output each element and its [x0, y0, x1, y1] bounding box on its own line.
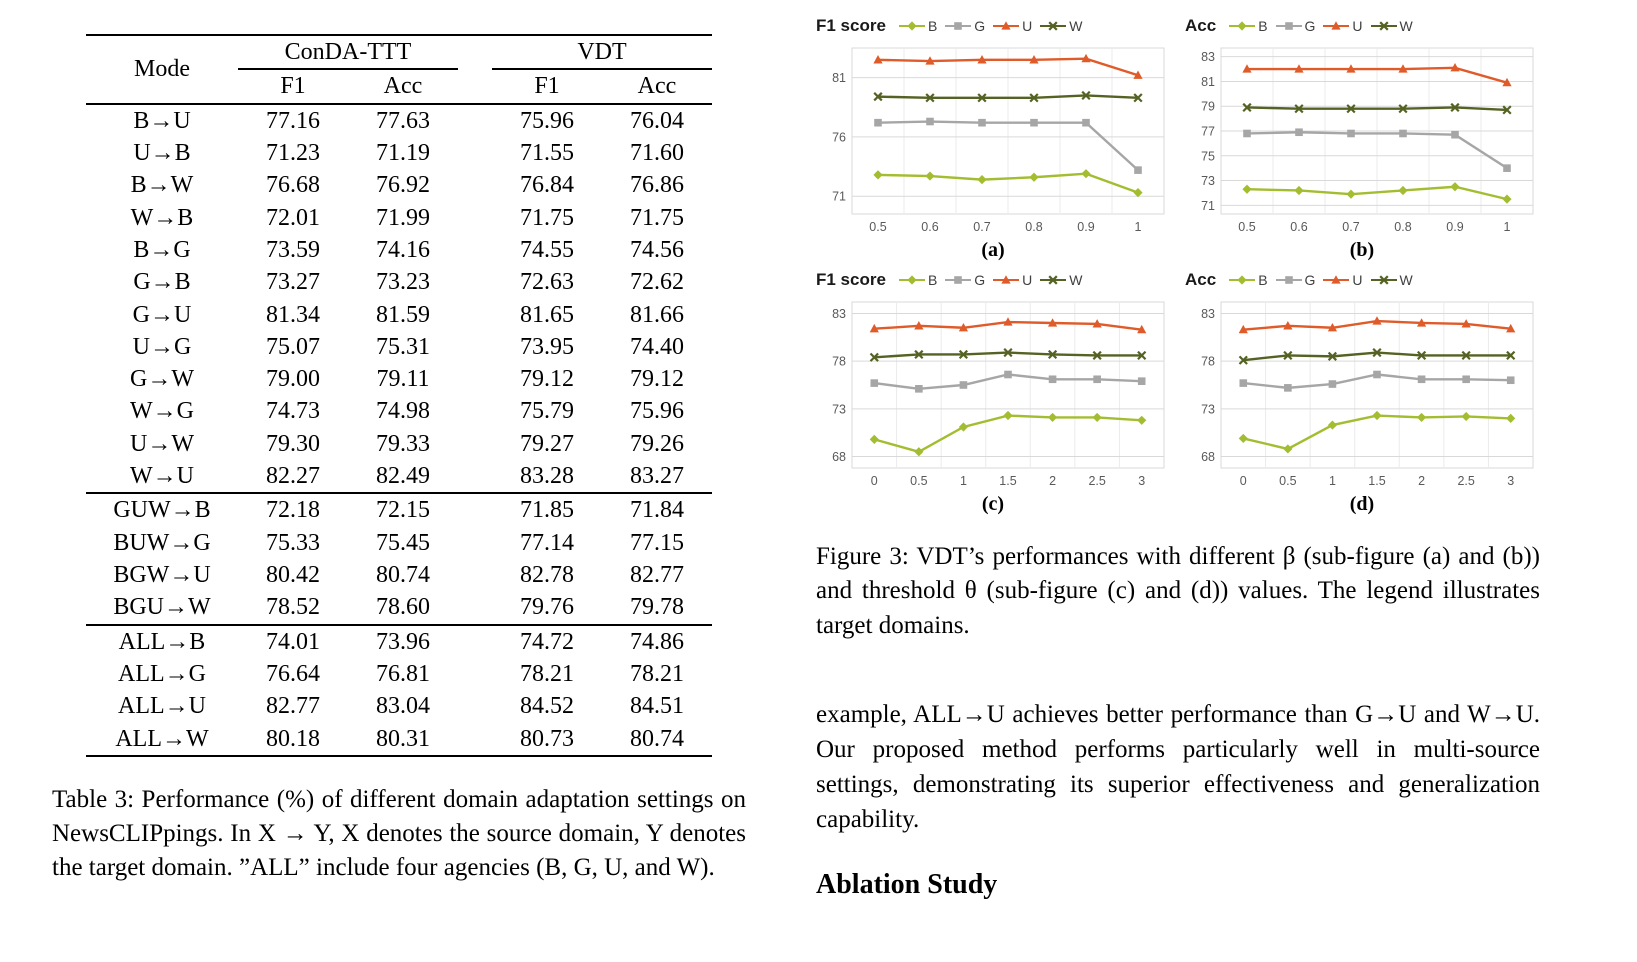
table-subheader-acc-2: Acc	[602, 69, 712, 103]
svg-text:0.5: 0.5	[1279, 474, 1297, 488]
value-cell: 72.01	[266, 204, 320, 231]
column-gap	[458, 591, 492, 624]
value-cell: 74.01	[238, 625, 348, 658]
legend-marker-icon	[898, 274, 926, 286]
legend-marker-icon	[944, 274, 972, 286]
legend-item-B	[1228, 272, 1267, 288]
line-chart-a	[816, 40, 1170, 238]
value-cell: 82.27	[266, 463, 320, 490]
table-subheader-f1: F1	[238, 69, 348, 103]
svg-text:0.6: 0.6	[1290, 220, 1308, 234]
table-row	[86, 559, 712, 591]
svg-text:2.5: 2.5	[1457, 474, 1475, 488]
legend-marker-icon	[992, 20, 1020, 32]
legend-marker-icon	[1039, 20, 1067, 32]
value-cell: 76.86	[630, 172, 684, 199]
svg-text:78: 78	[832, 354, 846, 369]
svg-text:68: 68	[1201, 450, 1215, 465]
table-row	[86, 527, 712, 559]
value-cell: 72.15	[348, 493, 458, 526]
svg-text:1: 1	[1503, 220, 1511, 234]
value-cell: 71.60	[630, 139, 684, 166]
legend-item-U	[992, 272, 1032, 288]
legend-item-W	[1039, 272, 1082, 288]
table-header-gap	[458, 35, 492, 69]
svg-text:73: 73	[832, 402, 846, 417]
value-cell: 74.98	[376, 398, 430, 425]
value-cell: 82.78	[520, 562, 574, 588]
svg-text:0: 0	[870, 474, 878, 488]
value-cell: 83.28	[520, 463, 574, 490]
legend-label: B	[927, 272, 938, 288]
legend-item-B	[1228, 18, 1267, 34]
svg-text:0.7: 0.7	[973, 220, 991, 234]
column-gap	[458, 234, 492, 266]
value-cell: 82.77	[266, 693, 320, 720]
value-cell: 73.27	[266, 269, 320, 296]
table-row	[86, 363, 712, 395]
chart-b-sublabel: (b)	[1349, 239, 1375, 261]
svg-text:0.5: 0.5	[869, 220, 887, 234]
value-cell: 72.62	[630, 269, 684, 296]
value-cell: 75.96	[520, 107, 574, 134]
table-row	[86, 169, 712, 201]
mode-cell: G→W	[130, 366, 194, 393]
value-cell: 72.18	[238, 493, 348, 526]
table-row	[86, 266, 712, 298]
svg-text:0.5: 0.5	[1238, 220, 1256, 234]
mode-cell: ALL→G	[118, 660, 206, 687]
svg-text:2: 2	[1049, 474, 1057, 488]
svg-text:78: 78	[1201, 354, 1215, 369]
column-gap	[458, 723, 492, 756]
chart-c-title: F1 score	[816, 270, 886, 289]
value-cell: 81.65	[520, 301, 574, 328]
mode-cell: ALL→W	[86, 723, 238, 756]
value-cell: 82.49	[376, 463, 430, 490]
svg-text:71: 71	[1201, 198, 1215, 213]
svg-text:77: 77	[1201, 124, 1215, 139]
value-cell: 72.63	[520, 269, 574, 296]
value-cell: 77.15	[630, 529, 684, 556]
legend-marker-icon	[1039, 274, 1067, 286]
legend-item-B	[898, 18, 937, 34]
value-cell: 71.55	[520, 139, 574, 166]
chart-d-sublabel: (d)	[1349, 493, 1375, 515]
legend-label: W	[1399, 272, 1413, 288]
value-cell: 73.95	[520, 333, 574, 360]
mode-cell: ALL→U	[118, 693, 206, 720]
chart-b	[1185, 12, 1539, 262]
mode-cell: GUW→B	[86, 493, 238, 526]
svg-text:3: 3	[1507, 474, 1515, 488]
legend-label: W	[1069, 18, 1083, 34]
legend-item-W	[1370, 272, 1413, 288]
value-cell: 79.11	[376, 366, 430, 393]
body-paragraph: example, ALL→U achieves better performance than G→U and W→U. Our proposed method performs particularly well in multi-source settings, demonstrating its superior effectiveness and generalization capability.	[816, 700, 1540, 833]
table-row	[86, 460, 712, 493]
svg-text:3: 3	[1138, 474, 1146, 488]
value-cell: 75.31	[376, 333, 430, 360]
mode-cell: U→W	[130, 430, 194, 457]
svg-text:1.5: 1.5	[1368, 474, 1386, 488]
legend-marker-icon	[1228, 20, 1256, 32]
column-gap	[458, 690, 492, 722]
chart-b-title: Acc	[1185, 16, 1217, 35]
value-cell: 74.16	[376, 236, 430, 263]
value-cell: 82.77	[630, 562, 684, 588]
value-cell: 79.12	[520, 366, 574, 393]
legend-marker-icon	[1370, 274, 1398, 286]
value-cell: 76.81	[376, 660, 430, 687]
svg-text:0.8: 0.8	[1394, 220, 1412, 234]
value-cell: 80.18	[238, 723, 348, 756]
value-cell: 76.64	[266, 660, 320, 687]
legend-label: U	[1022, 272, 1033, 288]
line-chart-b	[1185, 40, 1539, 238]
value-cell: 79.12	[630, 366, 684, 393]
mode-cell: W→G	[130, 398, 194, 425]
svg-text:0.8: 0.8	[1025, 220, 1043, 234]
mode-cell: B→W	[130, 172, 194, 199]
value-cell: 84.52	[520, 693, 574, 720]
table-row	[86, 299, 712, 331]
column-gap	[458, 331, 492, 363]
value-cell: 81.59	[376, 301, 430, 328]
value-cell: 80.42	[266, 562, 320, 588]
value-cell: 78.60	[376, 594, 430, 621]
value-cell: 81.66	[630, 301, 684, 328]
svg-text:0: 0	[1239, 474, 1247, 488]
legend-marker-icon	[1322, 274, 1350, 286]
value-cell: 79.76	[520, 594, 574, 621]
value-cell: 79.78	[630, 594, 684, 621]
legend-marker-icon	[1275, 20, 1303, 32]
value-cell: 74.73	[266, 398, 320, 425]
value-cell: 78.52	[266, 594, 320, 621]
svg-text:1: 1	[959, 474, 967, 488]
table-row	[86, 395, 712, 427]
value-cell: 79.26	[630, 430, 684, 457]
chart-d-header	[1185, 266, 1539, 294]
svg-text:71: 71	[832, 189, 846, 204]
value-cell: 73.96	[348, 625, 458, 658]
value-cell: 71.75	[520, 204, 574, 231]
legend-item-U	[1322, 272, 1362, 288]
legend-marker-icon	[1322, 20, 1350, 32]
table-row	[86, 202, 712, 234]
mode-cell: B→U	[133, 107, 191, 134]
column-gap	[458, 559, 492, 591]
table-caption: Table 3: Performance (%) of different domain adaptation settings on NewsCLIPpings. In X → Y, X denotes the source domain, Y denotes the target domain. ”ALL” include four agencies (B, G, U, and W).	[52, 785, 746, 882]
value-cell: 73.59	[266, 236, 320, 263]
table-header-mode: Mode	[86, 35, 238, 104]
svg-text:0.9: 0.9	[1077, 220, 1095, 234]
value-cell: 79.27	[520, 430, 574, 457]
value-cell: 74.56	[630, 236, 684, 263]
table-subheader-f1-2: F1	[492, 69, 602, 103]
value-cell: 71.85	[492, 493, 602, 526]
value-cell: 75.79	[520, 398, 574, 425]
legend-marker-icon	[992, 274, 1020, 286]
table-row	[86, 104, 712, 137]
table-row	[86, 331, 712, 363]
column-gap	[458, 395, 492, 427]
legend-marker-icon	[1370, 20, 1398, 32]
legend-label: B	[1258, 272, 1268, 288]
value-cell: 71.84	[602, 493, 712, 526]
svg-text:2: 2	[1418, 474, 1426, 488]
figure-caption: Figure 3: VDT’s performances with different β (sub-figure (a) and (b)) and threshold θ (sub-figure (c) and (d)) values. The legend illustrates target domains.	[816, 543, 1540, 639]
legend-label: U	[1352, 18, 1363, 34]
column-gap	[458, 625, 492, 658]
svg-text:83: 83	[832, 306, 846, 321]
figure-3	[816, 12, 1540, 516]
table-row	[86, 723, 712, 756]
legend-item-G	[1275, 272, 1316, 288]
value-cell: 73.23	[376, 269, 430, 296]
table-row	[86, 493, 712, 526]
value-cell: 79.33	[376, 430, 430, 457]
legend-item-W	[1370, 18, 1413, 34]
chart-c-header	[816, 266, 1170, 294]
value-cell: 74.55	[520, 236, 574, 263]
value-cell: 79.00	[266, 366, 320, 393]
mode-cell: BGU→W	[113, 594, 211, 621]
legend-label: G	[1304, 18, 1316, 34]
svg-text:83: 83	[1201, 306, 1215, 321]
table-row	[86, 137, 712, 169]
svg-text:76: 76	[832, 130, 846, 145]
svg-text:81: 81	[832, 71, 846, 86]
value-cell: 71.75	[630, 204, 684, 231]
column-gap	[458, 363, 492, 395]
chart-c-sublabel: (c)	[981, 493, 1005, 515]
chart-b-header	[1185, 12, 1539, 40]
svg-text:0.9: 0.9	[1446, 220, 1464, 234]
value-cell: 79.30	[266, 430, 320, 457]
legend-item-U	[1322, 18, 1362, 34]
mode-cell: ALL→B	[86, 625, 238, 658]
value-cell: 77.63	[376, 107, 430, 134]
legend-item-W	[1039, 18, 1082, 34]
value-cell: 77.14	[520, 529, 574, 556]
table-row	[86, 625, 712, 658]
legend-marker-icon	[898, 20, 926, 32]
value-cell: 71.23	[266, 139, 320, 166]
right-column	[816, 12, 1540, 924]
value-cell: 76.04	[630, 107, 684, 134]
value-cell: 76.68	[266, 172, 320, 199]
value-cell: 74.86	[602, 625, 712, 658]
chart-a	[816, 12, 1170, 262]
column-gap	[458, 266, 492, 298]
table-row	[86, 234, 712, 266]
mode-cell: BGW→U	[113, 562, 211, 588]
table-subheader-acc: Acc	[348, 69, 458, 103]
column-gap	[458, 169, 492, 201]
table-header-vdt: VDT	[492, 35, 712, 69]
chart-d-title: Acc	[1185, 270, 1217, 289]
value-cell: 75.45	[376, 529, 430, 556]
chart-a-header	[816, 12, 1170, 40]
svg-text:79: 79	[1201, 99, 1215, 114]
column-gap	[458, 299, 492, 331]
value-cell: 75.07	[266, 333, 320, 360]
legend-label: G	[1304, 272, 1316, 288]
column-gap	[458, 460, 492, 493]
line-chart-d	[1185, 294, 1539, 492]
line-chart-c	[816, 294, 1170, 492]
results-table-body	[86, 104, 712, 756]
value-cell: 83.04	[376, 693, 430, 720]
table-row	[86, 658, 712, 690]
value-cell: 74.72	[492, 625, 602, 658]
chart-c	[816, 266, 1170, 516]
mode-cell: U→G	[132, 333, 192, 360]
value-cell: 76.92	[376, 172, 430, 199]
legend-marker-icon	[1228, 274, 1256, 286]
legend-label: W	[1399, 18, 1413, 34]
mode-cell: W→B	[130, 204, 194, 231]
legend-label: U	[1352, 272, 1363, 288]
legend-item-G	[1275, 18, 1316, 34]
svg-text:73: 73	[1201, 402, 1215, 417]
legend-item-G	[944, 18, 985, 34]
legend-label: B	[1258, 18, 1268, 34]
value-cell: 76.84	[520, 172, 574, 199]
left-column	[52, 26, 746, 911]
svg-text:1: 1	[1134, 220, 1142, 234]
legend-label: W	[1069, 272, 1083, 288]
value-cell: 80.74	[376, 562, 430, 588]
svg-text:73: 73	[1201, 174, 1215, 189]
legend-marker-icon	[1275, 274, 1303, 286]
legend-item-G	[944, 272, 985, 288]
mode-cell: BUW→G	[113, 529, 211, 556]
value-cell: 71.99	[376, 204, 430, 231]
column-gap	[458, 493, 492, 526]
chart-a-sublabel: (a)	[981, 239, 1005, 261]
legend-label: U	[1022, 18, 1033, 34]
value-cell: 77.16	[266, 107, 320, 134]
value-cell: 80.31	[348, 723, 458, 756]
mode-cell: G→B	[133, 269, 191, 296]
value-cell: 84.51	[630, 693, 684, 720]
section-heading: Ablation Study	[816, 868, 998, 900]
chart-a-legend	[898, 18, 1083, 34]
mode-cell: B→G	[133, 236, 191, 263]
legend-label: B	[927, 18, 938, 34]
column-gap	[458, 527, 492, 559]
legend-marker-icon	[944, 20, 972, 32]
svg-text:0.7: 0.7	[1342, 220, 1360, 234]
table-subheader-gap	[458, 69, 492, 103]
value-cell: 75.96	[630, 398, 684, 425]
svg-text:83: 83	[1201, 50, 1215, 65]
legend-label: G	[974, 272, 986, 288]
table-row	[86, 591, 712, 624]
column-gap	[458, 104, 492, 137]
value-cell: 80.74	[602, 723, 712, 756]
table-row	[86, 690, 712, 722]
value-cell: 74.40	[630, 333, 684, 360]
chart-a-title: F1 score	[816, 16, 886, 35]
table-row	[86, 428, 712, 460]
svg-text:2.5: 2.5	[1088, 474, 1106, 488]
value-cell: 78.21	[630, 660, 684, 687]
svg-text:1.5: 1.5	[999, 474, 1017, 488]
chart-d-legend	[1228, 272, 1413, 288]
column-gap	[458, 137, 492, 169]
value-cell: 80.73	[492, 723, 602, 756]
svg-text:75: 75	[1201, 149, 1215, 164]
legend-label: G	[974, 18, 986, 34]
mode-cell: W→U	[130, 463, 194, 490]
results-table	[86, 34, 712, 757]
legend-item-U	[992, 18, 1032, 34]
chart-c-legend	[898, 272, 1083, 288]
value-cell: 71.19	[376, 139, 430, 166]
column-gap	[458, 428, 492, 460]
chart-b-legend	[1228, 18, 1413, 34]
column-gap	[458, 658, 492, 690]
svg-text:68: 68	[832, 450, 846, 465]
column-gap	[458, 202, 492, 234]
value-cell: 83.27	[630, 463, 684, 490]
chart-d	[1185, 266, 1539, 516]
svg-text:0.5: 0.5	[910, 474, 928, 488]
mode-cell: U→B	[133, 139, 191, 166]
value-cell: 75.33	[266, 529, 320, 556]
value-cell: 81.34	[266, 301, 320, 328]
svg-text:0.6: 0.6	[921, 220, 939, 234]
legend-item-B	[898, 272, 937, 288]
svg-text:1: 1	[1328, 474, 1336, 488]
mode-cell: G→U	[132, 301, 192, 328]
value-cell: 78.21	[520, 660, 574, 687]
svg-text:81: 81	[1201, 74, 1215, 89]
table-header-conda-ttt: ConDA-TTT	[238, 35, 458, 69]
